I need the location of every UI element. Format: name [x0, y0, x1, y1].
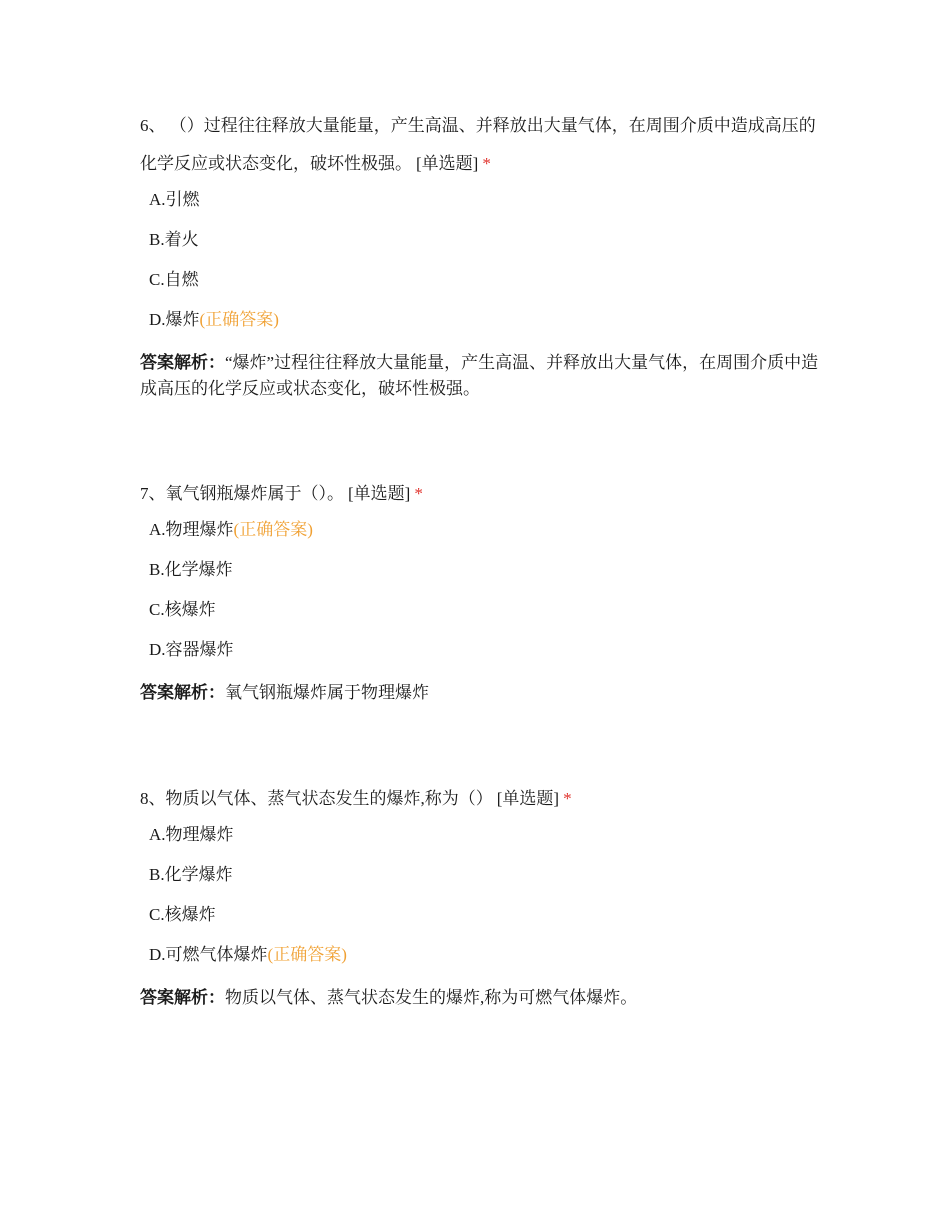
- option-c: [140, 905, 820, 945]
- question-stem: [140, 475, 820, 513]
- question-stem: [140, 780, 820, 818]
- option-text: B.化学爆炸: [149, 560, 233, 579]
- option-text: A.物理爆炸: [149, 825, 234, 844]
- analysis-text: 物质以气体、蒸气状态发生的爆炸,称为可燃气体爆炸。: [225, 988, 638, 1007]
- option-text: B.着火: [149, 230, 199, 249]
- question-stem: [140, 107, 820, 183]
- option-c: [140, 600, 820, 640]
- option-text: B.化学爆炸: [149, 865, 233, 884]
- answer-analysis: [140, 680, 820, 706]
- option-text: C.核爆炸: [149, 905, 216, 924]
- analysis-label: 答案解析：: [140, 988, 225, 1007]
- question-type: [单选题]: [496, 789, 560, 808]
- question-7: [140, 475, 820, 706]
- question-6: [140, 107, 820, 402]
- stem-text: 8、物质以气体、蒸气状态发生的爆炸,称为（）: [140, 789, 493, 808]
- option-text: D.可燃气体爆炸: [149, 945, 268, 964]
- stem-text: 6、 （）过程往往释放大量能量，产生高温、并释放出大量气体，在周围介质中造成高压的化学反应或状态变化，破坏性极强。: [140, 116, 816, 173]
- option-text: C.核爆炸: [149, 600, 216, 619]
- option-list: [140, 825, 820, 985]
- option-text: C.自燃: [149, 270, 199, 289]
- correct-answer-mark: (正确答案): [233, 520, 313, 539]
- required-marker: *: [414, 484, 423, 503]
- option-a: [140, 520, 820, 560]
- option-text: D.爆炸: [149, 310, 200, 329]
- question-type: [单选题]: [348, 484, 411, 503]
- question-8: [140, 780, 820, 1011]
- option-a: [140, 825, 820, 865]
- answer-analysis: [140, 985, 820, 1011]
- option-b: [140, 560, 820, 600]
- option-d: [140, 310, 820, 350]
- answer-analysis: [140, 350, 820, 402]
- option-list: [140, 190, 820, 350]
- option-d: [140, 945, 820, 985]
- required-marker: *: [563, 789, 572, 808]
- option-text: D.容器爆炸: [149, 640, 234, 659]
- option-b: [140, 865, 820, 905]
- stem-text: 7、氧气钢瓶爆炸属于（）。: [140, 484, 344, 503]
- option-d: [140, 640, 820, 680]
- correct-answer-mark: (正确答案): [199, 310, 279, 329]
- option-a: [140, 190, 820, 230]
- analysis-label: 答案解析：: [140, 683, 225, 702]
- correct-answer-mark: (正确答案): [267, 945, 347, 964]
- analysis-text: 氧气钢瓶爆炸属于物理爆炸: [225, 683, 429, 702]
- option-text: A.物理爆炸: [149, 520, 234, 539]
- analysis-label: 答案解析：: [140, 353, 225, 372]
- question-type: [单选题]: [416, 154, 479, 173]
- option-list: [140, 520, 820, 680]
- option-b: [140, 230, 820, 270]
- analysis-text: “爆炸”过程往往释放大量能量，产生高温、并释放出大量气体，在周围介质中造成高压的化学反应或状态变化，破坏性极强。: [140, 353, 819, 398]
- required-marker: *: [482, 154, 491, 173]
- option-c: [140, 270, 820, 310]
- option-text: A.引燃: [149, 190, 200, 209]
